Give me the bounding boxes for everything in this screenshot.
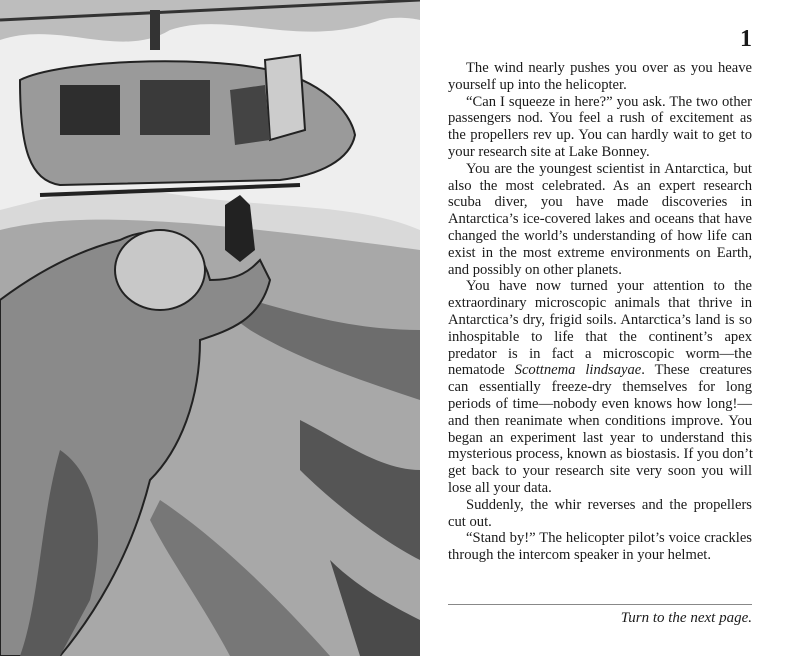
text-line: and then reanimate when conditions improve. You — [448, 412, 752, 429]
story-text — [448, 60, 752, 564]
text-line: the propellers rev up. You can hardly wait to get to — [448, 127, 752, 144]
text-line: get back to your research site very soon you will — [448, 463, 752, 480]
text-line: periods of time—nobody even knows how long!— — [448, 395, 752, 412]
text-line: scuba diver, you have made discoveries in — [448, 194, 752, 211]
page-number: 1 — [740, 26, 752, 52]
text-line: through the intercom speaker in your helmet. — [448, 547, 712, 564]
text-line: cut out. — [448, 513, 492, 530]
text-line: yourself up into the helicopter. — [448, 76, 627, 93]
text-line: exist in the most extreme environments on Earth, — [448, 244, 752, 261]
text-line: You are the youngest scientist in Antarctica, but — [466, 160, 752, 177]
text-line: can essentially freeze-dry themselves for long — [448, 379, 752, 396]
text-line: “Stand by!” The helicopter pilot’s voice crackles — [466, 530, 752, 547]
text-line — [448, 362, 752, 379]
text-segment: . These creatures — [641, 362, 752, 379]
divider-rule — [448, 604, 752, 605]
text-line: also the most celebrated. As an expert research — [448, 177, 752, 194]
text-line: and possibly on other planets. — [448, 261, 622, 278]
text-line: mysterious process, known as biostasis. If you don’t — [448, 446, 753, 463]
paragraph — [448, 161, 752, 279]
text-line: passengers nod. You feel a rush of excitement as — [448, 110, 752, 127]
text-line: predator is in fact a microscopic worm—the — [448, 345, 752, 362]
text-line: Antarctica’s ice-covered lakes and oceans that have — [448, 211, 752, 228]
text-line: Antarctica’s dry, frigid soils. Antarctica’s land is so — [448, 311, 752, 328]
paragraph — [448, 94, 752, 161]
text-line: began an experiment last year to understand this — [448, 429, 752, 446]
paragraph — [448, 278, 752, 496]
text-line: lose all your data. — [448, 479, 552, 496]
text-segment: nematode — [448, 362, 515, 379]
text-line: You have now turned your attention to the — [466, 278, 752, 295]
text-line: changed the world’s understanding of how life can — [448, 227, 752, 244]
text-line: Suddenly, the whir reverses and the propellers — [466, 496, 752, 513]
paragraph — [448, 530, 752, 564]
paragraph — [448, 60, 752, 94]
text-line: extraordinary microscopic animals that thrive in — [448, 295, 752, 312]
paragraph — [448, 497, 752, 531]
turn-page-prompt: Turn to the next page. — [620, 610, 752, 626]
text-line: “Can I squeeze in here?” you ask. The two other — [466, 93, 752, 110]
species-name: Scottnema lindsayae — [514, 362, 642, 379]
text-line: your research site at Lake Bonney. — [448, 143, 650, 160]
text-line: inhospitable to life that the continent’s apex — [448, 328, 752, 345]
text-line: The wind nearly pushes you over as you heave — [466, 60, 752, 76]
